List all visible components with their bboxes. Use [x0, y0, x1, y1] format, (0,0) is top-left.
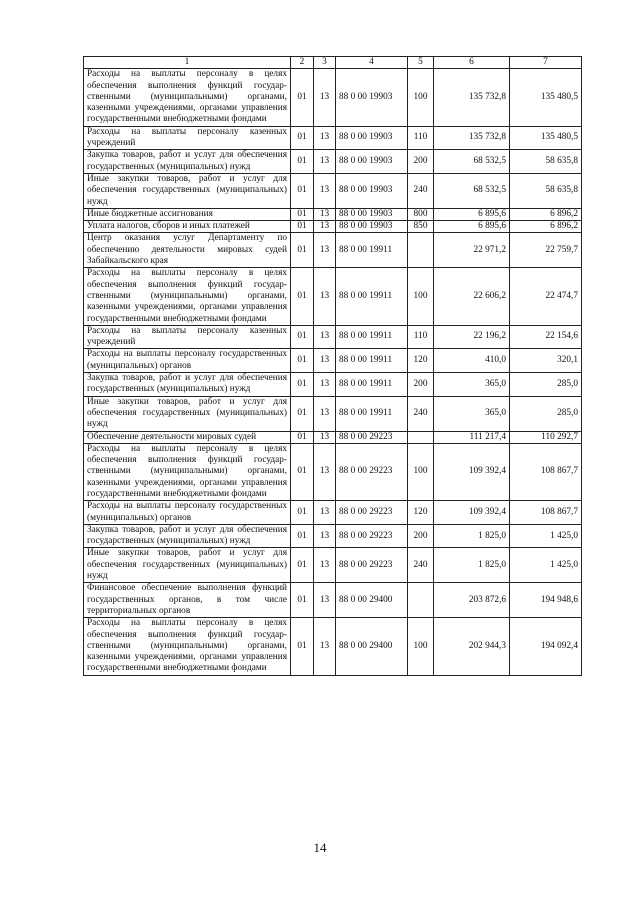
header-cell: 3 — [314, 57, 336, 69]
amount-col7: 194 948,6 — [510, 583, 582, 618]
row-name: Финансовое обеспечение выполнения функций государственных органов, в том числе территориальных органов — [84, 583, 291, 618]
budget-table — [83, 56, 582, 676]
target-item-code: 88 0 00 19903 — [336, 126, 408, 150]
section-code: 01 — [291, 325, 314, 349]
target-item-code: 88 0 00 29223 — [336, 431, 408, 443]
target-item-code: 88 0 00 19911 — [336, 396, 408, 431]
row-name: Уплата налогов, сборов и иных платежей — [84, 221, 291, 233]
row-name: Расходы на выплаты персоналу в целях обеспечения выполнения функций государственными (муниципальными) органами, казенными учреждениями, органами управления государственными внебюджетными фондами — [84, 268, 291, 325]
table-row — [84, 173, 582, 208]
table-row — [84, 126, 582, 150]
expense-type-code: 100 — [408, 69, 434, 126]
row-name: Расходы на выплаты персоналу государственных (муниципальных) органов — [84, 349, 291, 373]
expense-type-code: 240 — [408, 396, 434, 431]
section-code: 01 — [291, 443, 314, 500]
row-name: Закупка товаров, работ и услуг для обеспечения государственных (муниципальных) нужд — [84, 150, 291, 174]
subsection-code: 13 — [314, 233, 336, 268]
row-name: Иные закупки товаров, работ и услуг для обеспечения государственных (муниципальных) нужд — [84, 396, 291, 431]
subsection-code: 13 — [314, 373, 336, 397]
amount-col7: 1 425,0 — [510, 524, 582, 548]
amount-col6: 109 392,4 — [434, 501, 510, 525]
amount-col7: 1 425,0 — [510, 548, 582, 583]
section-code: 01 — [291, 268, 314, 325]
table-row — [84, 583, 582, 618]
subsection-code: 13 — [314, 325, 336, 349]
section-code: 01 — [291, 524, 314, 548]
section-code: 01 — [291, 396, 314, 431]
subsection-code: 13 — [314, 349, 336, 373]
target-item-code: 88 0 00 19903 — [336, 150, 408, 174]
subsection-code: 13 — [314, 501, 336, 525]
amount-col6: 365,0 — [434, 373, 510, 397]
expense-type-code: 240 — [408, 173, 434, 208]
amount-col6: 135 732,8 — [434, 126, 510, 150]
table-row — [84, 524, 582, 548]
amount-col6: 1 825,0 — [434, 524, 510, 548]
section-code: 01 — [291, 618, 314, 675]
amount-col7: 108 867,7 — [510, 501, 582, 525]
row-name: Обеспечение деятельности мировых судей — [84, 431, 291, 443]
amount-col7: 6 896,2 — [510, 221, 582, 233]
expense-type-code: 850 — [408, 221, 434, 233]
row-name: Иные бюджетные ассигнования — [84, 208, 291, 220]
expense-type-code: 200 — [408, 150, 434, 174]
amount-col6: 109 392,4 — [434, 443, 510, 500]
amount-col7: 320,1 — [510, 349, 582, 373]
expense-type-code: 240 — [408, 548, 434, 583]
header-cell: 6 — [434, 57, 510, 69]
amount-col6: 365,0 — [434, 396, 510, 431]
amount-col6: 68 532,5 — [434, 173, 510, 208]
header-cell: 5 — [408, 57, 434, 69]
expense-type-code — [408, 583, 434, 618]
table-row — [84, 501, 582, 525]
table-row — [84, 268, 582, 325]
expense-type-code: 100 — [408, 443, 434, 500]
table-row — [84, 69, 582, 126]
row-name: Расходы на выплаты персоналу в целях обеспечения выполнения функций государственными (муниципальными) органами, казенными учреждениями, органами управления государственными внебюджетными фондами — [84, 69, 291, 126]
amount-col6: 410,0 — [434, 349, 510, 373]
expense-type-code: 200 — [408, 373, 434, 397]
table-row — [84, 443, 582, 500]
section-code: 01 — [291, 431, 314, 443]
amount-col7: 22 154,6 — [510, 325, 582, 349]
subsection-code: 13 — [314, 548, 336, 583]
header-cell: 7 — [510, 57, 582, 69]
section-code: 01 — [291, 221, 314, 233]
target-item-code: 88 0 00 29400 — [336, 618, 408, 675]
section-code: 01 — [291, 349, 314, 373]
section-code: 01 — [291, 126, 314, 150]
amount-col7: 22 759,7 — [510, 233, 582, 268]
header-cell: 4 — [336, 57, 408, 69]
table-row — [84, 208, 582, 220]
amount-col7: 108 867,7 — [510, 443, 582, 500]
header-cell: 2 — [291, 57, 314, 69]
target-item-code: 88 0 00 19911 — [336, 373, 408, 397]
amount-col7: 285,0 — [510, 396, 582, 431]
row-name: Расходы на выплаты персоналу в целях обеспечения выполнения функций государственными (муниципальными) органами, казенными учреждениями, органами управления государственными внебюджетными фондами — [84, 618, 291, 675]
target-item-code: 88 0 00 19911 — [336, 268, 408, 325]
table-row — [84, 548, 582, 583]
table-row — [84, 396, 582, 431]
section-code: 01 — [291, 208, 314, 220]
subsection-code: 13 — [314, 524, 336, 548]
page-number: 14 — [313, 840, 327, 855]
amount-col7: 58 635,8 — [510, 173, 582, 208]
subsection-code: 13 — [314, 69, 336, 126]
target-item-code: 88 0 00 19903 — [336, 173, 408, 208]
target-item-code: 88 0 00 29223 — [336, 524, 408, 548]
header-row — [84, 57, 582, 69]
target-item-code: 88 0 00 19911 — [336, 349, 408, 373]
row-name: Расходы на выплаты персоналу государственных (муниципальных) органов — [84, 501, 291, 525]
amount-col6: 135 732,8 — [434, 69, 510, 126]
expense-type-code: 200 — [408, 524, 434, 548]
expense-type-code: 100 — [408, 268, 434, 325]
amount-col7: 6 896,2 — [510, 208, 582, 220]
expense-type-code: 800 — [408, 208, 434, 220]
amount-col7: 194 092,4 — [510, 618, 582, 675]
amount-col6: 22 196,2 — [434, 325, 510, 349]
subsection-code: 13 — [314, 431, 336, 443]
amount-col6: 111 217,4 — [434, 431, 510, 443]
target-item-code: 88 0 00 29223 — [336, 443, 408, 500]
expense-type-code: 110 — [408, 126, 434, 150]
amount-col7: 58 635,8 — [510, 150, 582, 174]
section-code: 01 — [291, 373, 314, 397]
section-code: 01 — [291, 233, 314, 268]
expense-type-code: 120 — [408, 501, 434, 525]
table-row — [84, 431, 582, 443]
section-code: 01 — [291, 173, 314, 208]
amount-col6: 22 606,2 — [434, 268, 510, 325]
table-row — [84, 233, 582, 268]
target-item-code: 88 0 00 19903 — [336, 221, 408, 233]
table-row — [84, 618, 582, 675]
table-row — [84, 221, 582, 233]
amount-col6: 6 895,6 — [434, 208, 510, 220]
subsection-code: 13 — [314, 443, 336, 500]
row-name: Иные закупки товаров, работ и услуг для обеспечения государственных (муниципальных) нужд — [84, 173, 291, 208]
subsection-code: 13 — [314, 126, 336, 150]
table-row — [84, 349, 582, 373]
target-item-code: 88 0 00 19903 — [336, 208, 408, 220]
subsection-code: 13 — [314, 150, 336, 174]
subsection-code: 13 — [314, 583, 336, 618]
amount-col6: 1 825,0 — [434, 548, 510, 583]
row-name: Центр оказания услуг Департаменту по обеспечению деятельности мировых судей Забайкальского края — [84, 233, 291, 268]
amount-col7: 285,0 — [510, 373, 582, 397]
subsection-code: 13 — [314, 396, 336, 431]
subsection-code: 13 — [314, 268, 336, 325]
target-item-code: 88 0 00 29400 — [336, 583, 408, 618]
amount-col7: 22 474,7 — [510, 268, 582, 325]
amount-col7: 135 480,5 — [510, 126, 582, 150]
row-name: Расходы на выплаты персоналу казенных учреждений — [84, 325, 291, 349]
section-code: 01 — [291, 548, 314, 583]
table-row — [84, 150, 582, 174]
target-item-code: 88 0 00 19911 — [336, 325, 408, 349]
section-code: 01 — [291, 69, 314, 126]
header-cell: 1 — [84, 57, 291, 69]
amount-col6: 202 944,3 — [434, 618, 510, 675]
row-name: Иные закупки товаров, работ и услуг для обеспечения государственных (муниципальных) нужд — [84, 548, 291, 583]
subsection-code: 13 — [314, 208, 336, 220]
row-name: Расходы на выплаты персоналу казенных учреждений — [84, 126, 291, 150]
expense-type-code: 110 — [408, 325, 434, 349]
amount-col6: 68 532,5 — [434, 150, 510, 174]
table-row — [84, 325, 582, 349]
section-code: 01 — [291, 583, 314, 618]
target-item-code: 88 0 00 29223 — [336, 501, 408, 525]
amount-col6: 6 895,6 — [434, 221, 510, 233]
expense-type-code: 100 — [408, 618, 434, 675]
expense-type-code — [408, 233, 434, 268]
expense-type-code: 120 — [408, 349, 434, 373]
subsection-code: 13 — [314, 173, 336, 208]
target-item-code: 88 0 00 19911 — [336, 233, 408, 268]
amount-col7: 135 480,5 — [510, 69, 582, 126]
section-code: 01 — [291, 150, 314, 174]
row-name: Расходы на выплаты персоналу в целях обеспечения выполнения функций государственными (муниципальными) органами, казенными учреждениями, органами управления государственными внебюджетными фондами — [84, 443, 291, 500]
amount-col7: 110 292,7 — [510, 431, 582, 443]
expense-type-code — [408, 431, 434, 443]
subsection-code: 13 — [314, 221, 336, 233]
row-name: Закупка товаров, работ и услуг для обеспечения государственных (муниципальных) нужд — [84, 373, 291, 397]
section-code: 01 — [291, 501, 314, 525]
target-item-code: 88 0 00 19903 — [336, 69, 408, 126]
target-item-code: 88 0 00 29223 — [336, 548, 408, 583]
subsection-code: 13 — [314, 618, 336, 675]
amount-col6: 22 971,2 — [434, 233, 510, 268]
table-row — [84, 373, 582, 397]
amount-col6: 203 872,6 — [434, 583, 510, 618]
row-name: Закупка товаров, работ и услуг для обеспечения государственных (муниципальных) нужд — [84, 524, 291, 548]
